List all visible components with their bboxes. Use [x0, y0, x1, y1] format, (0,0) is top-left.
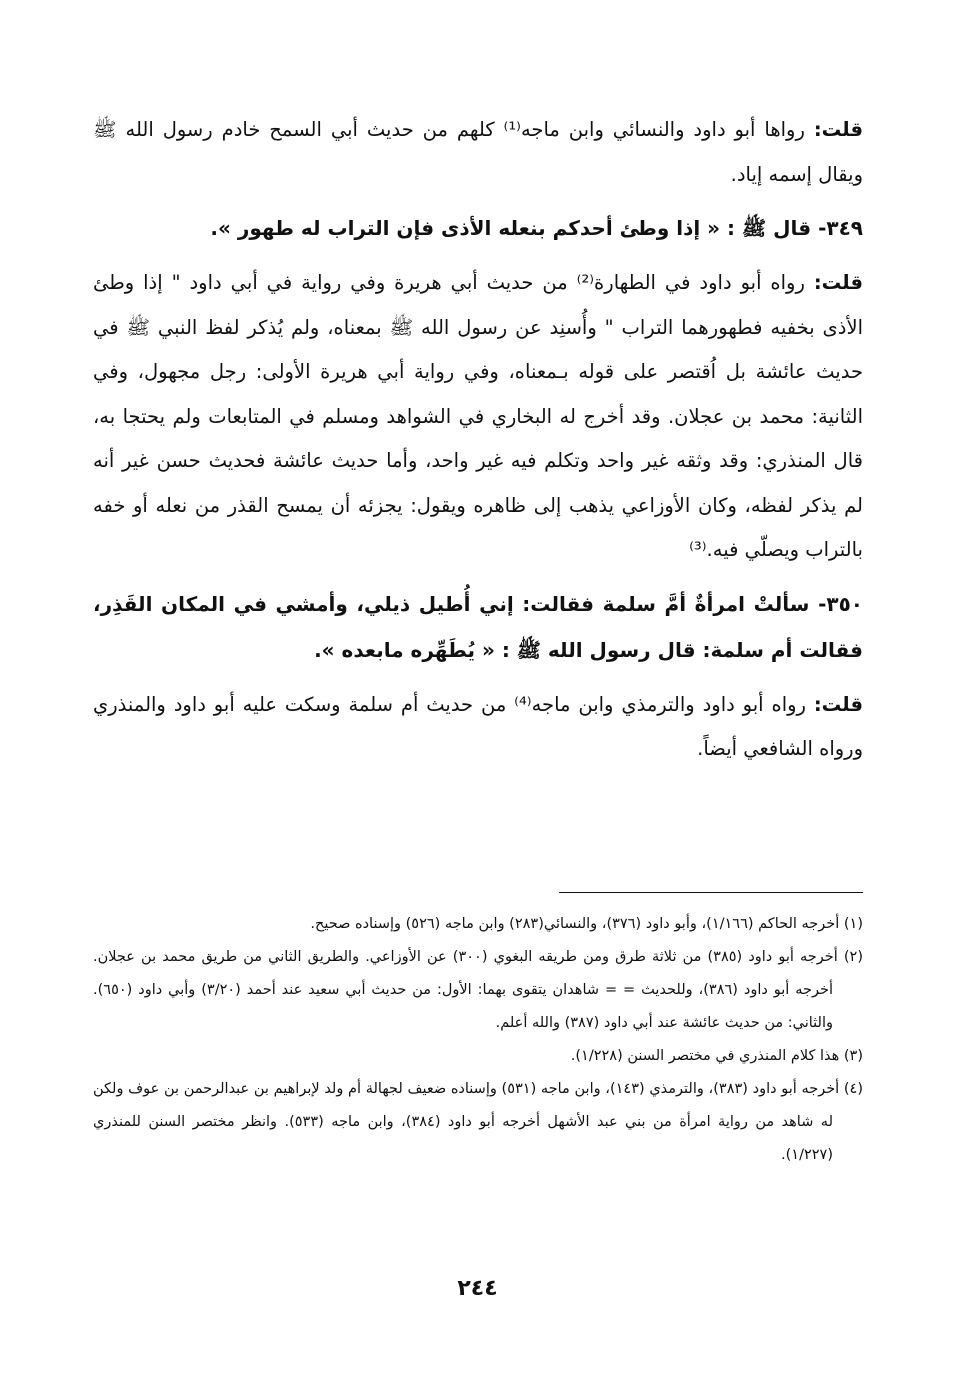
footnote-separator	[559, 892, 863, 893]
footnote-4: (٤) أخرجه أبو داود (٣٨٣)، والترمذي (١٤٣)، وابن ماجه (٥٣١) وإسناده ضعيف لجهالة أم ولد لإبراهيم بن عبدالرحمن بن عوف ولكن له شاهد من رواية امرأة من بني عبد الأشهل أخرجه أبو داود (٣٨٤)، وابن ماجه (٥٣٣). وانظر مختصر السنن للمنذري (١/٢٢٧).	[93, 1081, 863, 1163]
commentary-lead-3: قلت:	[813, 692, 864, 716]
hadith-349: ٣٤٩- قال ﷺ : « إذا وطئ أحدكم بنعله الأذى فإن التراب له طهور ».	[210, 216, 863, 240]
footnote-1: (١) أخرجه الحاكم (١/١٦٦)، وأبو داود (٣٧٦)، والنسائي(٢٨٣) وابن ماجه (٥٢٦) وإسناده صحيح.	[310, 916, 863, 932]
commentary-paragraph-2	[93, 261, 863, 573]
commentary-paragraph-1	[93, 108, 863, 197]
footnote-3: (٣) هذا كلام المنذري في مختصر السنن (١/٢٢٨).	[570, 1048, 863, 1064]
commentary-body-2: رواه أبو داود في الطهارة⁽²⁾ من حديث أبي هريرة وفي رواية في أبي داود " إذا وطئ الأذى بخفيه فطهورهما التراب " وأُسنِد عن رسول الله ﷺ بمعناه، ولم يُذكر لفظ النبي ﷺ في حديث عائشة بل اُقتصر على قوله بـمعناه، وفي رواية أبي هريرة الأولى: رجل مجهول، وفي الثانية: محمد بن عجلان. وقد أخرج له البخاري في الشواهد ومسلم في المتابعات ولم يحتجا به، قال المنذري: وقد وثقه غير واحد وتكلم فيه غير واحد، وأما حديث عائشة فحديث حسن غير أنه لم يذكر لفظه، وكان الأوزاعي يذهب إلى ظاهره ويقول: يجزئه أن يمسح القذر من نعله أو خفه بالتراب ويصلّي فيه.⁽³⁾	[93, 271, 863, 561]
main-text-body	[93, 108, 863, 780]
commentary-lead-2: قلت:	[813, 271, 864, 294]
commentary-lead-1: قلت:	[813, 118, 863, 141]
commentary-paragraph-3	[93, 683, 863, 772]
hadith-350: ٣٥٠- سألتْ امرأةٌ أمَّ سلمة فقالت: إني أُطيل ذيلي، وأمشي في المكان القَذِر، فقالت أم سلمة: قال رسول الله ﷺ : « يُطَهِّره مابعده ».	[93, 591, 863, 662]
commentary-body-1: رواها أبو داود والنسائي وابن ماجه⁽¹⁾ كلهم من حديث أبي السمح خادم رسول الله ﷺ ويقال إسمه إياد.	[93, 118, 863, 186]
commentary-body-3: رواه أبو داود والترمذي وابن ماجه⁽⁴⁾ من حديث أم سلمة وسكت عليه أبو داود والمنذري ورواه الشافعي أيضاً.	[93, 692, 863, 760]
footnotes-section	[93, 908, 863, 1172]
page-number: ٢٤٤	[457, 1276, 498, 1301]
footnote-2: (٢) أخرجه أبو داود (٣٨٥) من ثلاثة طرق ومن طريقه البغوي (٣٠٠) عن الأوزاعي. والطريق الثاني من طريق محمد بن عجلان. أخرجه أبو داود (٣٨٦)، وللحديث = = شاهدان يتقوى بهما: الأول: من حديث أبي سعيد عند أحمد (٣/٢٠) وأبي داود (٦٥٠). والثاني: من حديث عائشة عند أبي داود (٣٨٧) والله أعلم.	[93, 949, 864, 1031]
